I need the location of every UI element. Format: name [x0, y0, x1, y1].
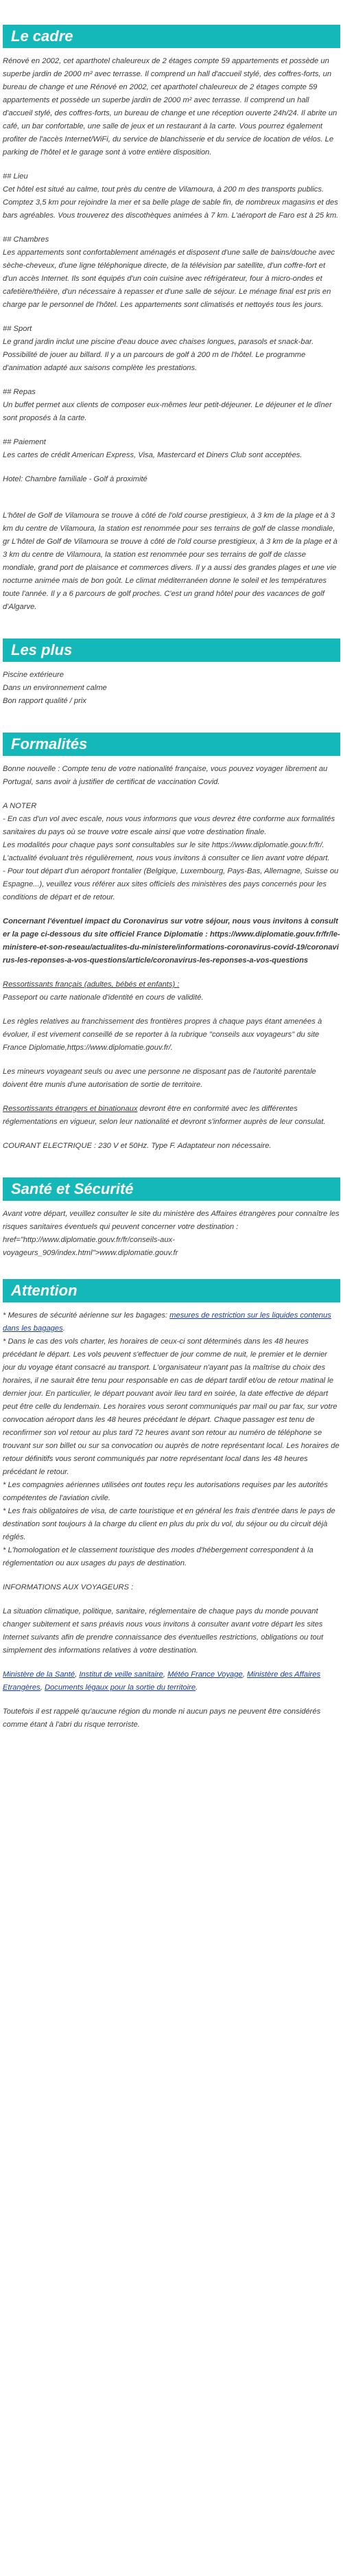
repas-text: Un buffet permet aux clients de composer eux-mêmes leur petit-déjeuner. Le déjeuner et le dîner sont proposés à la carte.: [3, 401, 332, 422]
bagages-prefix: * Mesures de sécurité aérienne sur les bagages:: [3, 1311, 170, 1320]
hotel-room-line: Hotel: Chambre familiale - Golf à proximité: [3, 475, 147, 483]
official-links: Ministère de la Santé, Institut de veille sanitaire, Météo France Voyage, Ministère des Affaires Etrangères, Documents légaux pour la sortie du territoire.: [3, 1670, 321, 1692]
mineurs-text: Les mineurs voyageant seuls ou avec une personne ne disposant pas de l'autorité parentale doivent être munis d'une autorisation de sortie de territoire.: [3, 1068, 316, 1089]
repas-heading: ## Repas: [3, 388, 36, 396]
chambres-heading: ## Chambres: [3, 235, 49, 244]
compagnies-text: * Les compagnies aériennes utilisées ont toutes reçu les autorisations requises par les autorités compétentes de l'aviation civile.: [3, 1481, 328, 1502]
paiement-heading: ## Paiement: [3, 438, 46, 446]
list-item: Bon rapport qualité / prix: [3, 697, 86, 705]
etrangers-heading: Ressortissants étrangers et binationaux: [3, 1105, 138, 1113]
frontieres-text: Les règles relatives au franchissement des frontières propres à chaque pays étant amenées à évoluer, il est vivement conseillé de se reporter à la rubrique "conseils aux voyageurs" du site France Diplomatie,https://www.diplomatie.gouv.fr/.: [3, 1017, 322, 1052]
frais-text: * Les frais obligatoires de visa, de carte touristique et en général les frais d'entrée dans le pays de destination sont toujours à la charge du client en plus du prix du vol, du séjour ou du circuit déjà réglés.: [3, 1507, 335, 1541]
section-sante: [3, 1177, 340, 1260]
ressortissants-heading: Ressortissants français (adultes, bébés et enfants) :: [3, 980, 180, 989]
formalites-intro: Bonne nouvelle : Compte tenu de votre nationalité française, vous pouvez voyager librement au Portugal, sans avoir à justifier de certificat de vaccination Covid.: [3, 765, 328, 786]
bagages-suffix: .: [62, 1324, 65, 1333]
lieu-text: Cet hôtel est situé au calme, tout près du centre de Vilamoura, à 200 m des transports publics. Comptez 3,5 km pour rejoindre la mer et sa belle plage de sable fin, de nombreux magasins et des bars agréables. Vous trouverez des discothèques animées à 7 km. L'aéroport de Faro est à 25 km.: [3, 185, 339, 220]
sport-heading: ## Sport: [3, 325, 32, 333]
list-item: Piscine extérieure: [3, 671, 64, 679]
link-affaires-etrangeres[interactable]: Ministère des Affaires Etrangères: [3, 1670, 321, 1692]
section-header-plus: Les plus: [3, 639, 340, 662]
situation-text: La situation climatique, politique, sanitaire, réglementaire de chaque pays du monde pouvant changer subitement et sans préavis nous vous invitons à consulter avant votre départ les sites Internet suivants afin de prendre connaissance des éventuelles restrictions, obligations ou tout simplement des informations relatives à votre destination.: [3, 1607, 324, 1655]
sante-text: Avant votre départ, veuillez consulter le site du ministère des Affaires étrangères pour connaître les risques sanitaires éventuels qui peuvent concerner votre destination : href="http://www.diplomatie.gouv.fr/fr/conseils-aux-voyageurs_909/index.html">www.diplomatie.gouv.fr: [3, 1210, 340, 1257]
section-attention: [3, 1279, 340, 1732]
sport-text: Le grand jardin inclut une piscine d'eau douce avec chaises longues, parasols et snack-bar. Possibilité de jouer au billard. Il y a un parcours de golf à 200 m de l'hôtel. Le programme d'animation adapté aux saisons complète les prestations.: [3, 338, 314, 372]
homologation-text: * L'homologation et le classement touristique des modes d'hébergement correspondent à la réglementation ou aux usages du pays de destination.: [3, 1546, 314, 1567]
section-header-formalites: Formalités: [3, 733, 340, 756]
golf-description: L'hôtel de Golf de Vilamoura se trouve à côté de l'old course prestigieux, à 3 km de la plage et à 3 km du centre de Vilamoura, la station est renommée pour ses terrains de golf de classe mondiale, gr L'hôtel de Golf de Vilamoura se trouve à côté de l'old course prestigieux, à 3 km de la plage et à 3 km du centre de Vilamoura, la station est renommée pour ses terrains de golf de classe mondiale, grand port de plaisance et commerces divers. Il y a aussi des grandes plages et une vie nocturne animée mais de bon goût. Le climat méditerranéen donne le soleil et les températures toute l'année. Il y a 6 parcours de golf proches. C'est un grand hôtel pour des vacances de golf d'Algarve.: [3, 511, 338, 611]
note-escale: - En cas d'un vol avec escale, nous vous informons que vous devrez être conforme aux formalités sanitaires du pays où se trouve votre escale ainsi que votre destination finale.: [3, 815, 335, 836]
info-voyageurs-heading: INFORMATIONS AUX VOYAGEURS :: [3, 1583, 134, 1591]
section-header-sante: Santé et Sécurité: [3, 1177, 340, 1201]
horaires-text: * Dans le cas des vols charter, les horaires de ceux-ci sont déterminés dans les 48 heures précédant le départ. Les vols peuvent s'effectuer de jour comme de nuit, le premier et le dernier jour du voyage étant consacré au transport. L'organisateur n'ayant pas la maîtrise du choix des horaires, il ne saurait être tenu pour responsable en cas de départ tardif et/ou de retour matinal le dernier jour. En particulier, le départ pouvant avoir lieu tard en soirée, la date effective de départ peut être celle du lendemain. Les horaires vous seront communiqués par mail ou par fax, sur votre convocation aéroport dans les 48 heures précédant le départ. Chaque passager est tenu de reconfirmer son vol retour au plus tard 72 heures avant son retour au numéro de téléphone se trouvant sur son billet ou sur sa convocation ou auprès de notre représentant local. Les horaires de retour définitifs vous seront communiqués par notre représentant local dans les 48 heures précédant le retour.: [3, 1337, 340, 1476]
terrorisme-text: Toutefois il est rappelé qu'aucune région du monde ni aucun pays ne peuvent être considérés comme étant à l'abri du risque terroriste.: [3, 1707, 321, 1729]
chambres-text: Les appartements sont confortablement aménagés et disposent d'une salle de bains/douche avec sèche-cheveux, d'une ligne téléphonique directe, de la télévision par satellite, d'un coffre-fort et d'un accès Internet. Ils sont équipés d'un coin cuisine avec réfrigérateur, four à micro-ondes et cafetière/théière, d'un nécessaire à repasser et d'une salle de séjour. Le ménage final est pris en charge par le personnel de l'hôtel. Les appartements sont climatisés et nettoyés tous les jours.: [3, 249, 335, 309]
coronavirus-notice: Concernant l'éventuel impact du Coronavirus sur votre séjour, nous vous invitons à consulter la page ci-dessous du site officiel France Diplomatie : https://www.diplomatie.gouv.fr/fr/le-ministere-et-son-reseau/actualites-du-ministere/informations-coronavirus-covid-19/coronavirus-les-reponses-a-vos-questions/article/coronavirus-les-reponses-a-vos-questions: [3, 917, 340, 965]
note-heading: A NOTER: [3, 802, 37, 810]
note-frontalier: - Pour tout départ d'un aéroport frontalier (Belgique, Luxembourg, Pays-Bas, Allemagne, Suisse ou Espagne...), veuillez vous référer aux sites officiels des ministères des pays concernés pour les conditions de départ et de retour.: [3, 867, 339, 901]
section-header-attention: Attention: [3, 1279, 340, 1302]
section-header-cadre: Le cadre: [3, 25, 340, 48]
note-modalites: Les modalités pour chaque pays sont consultables sur le site https://www.diplomatie.gouv.fr/fr/. L'actualité évoluant très régulièrement, nous vous invitons à consulter ce lien avant votre départ.: [3, 841, 330, 862]
link-ministere-sante[interactable]: Ministère de la Santé: [3, 1670, 75, 1679]
link-documents-legaux[interactable]: Documents légaux pour la sortie du territoire: [44, 1683, 196, 1692]
lieu-heading: ## Lieu: [3, 172, 28, 181]
paiement-text: Les cartes de crédit American Express, Visa, Mastercard et Diners Club sont acceptées.: [3, 451, 303, 459]
link-meteo-france[interactable]: Météo France Voyage: [167, 1670, 243, 1679]
courant-text: COURANT ELECTRIQUE : 230 V et 50Hz. Type F. Adaptateur non nécessaire.: [3, 1142, 272, 1150]
ressortissants-text: Passeport ou carte nationale d'identité en cours de validité.: [3, 993, 204, 1002]
list-item: Dans un environnement calme: [3, 684, 107, 692]
plus-list: [3, 669, 340, 708]
link-veille-sanitaire[interactable]: Institut de veille sanitaire: [79, 1670, 163, 1679]
section-plus: [3, 639, 340, 708]
section-cadre: [3, 25, 340, 614]
etrangers-text: [3, 1103, 340, 1129]
bagages-line: [3, 1309, 340, 1335]
cadre-intro: Rénové en 2002, cet aparthotel chaleureux de 2 étages compte 59 appartements et possède un superbe jardin de 2000 m² avec terrasse. Il comprend un hall d'accueil stylé, des coffres-forts, un bureau de change et une Rénové en 2002, cet aparthotel chaleureux de 2 étages compte 59 appartements et possède un superbe jardin de 2000 m² avec terrasse. Il comprend un hall d'accueil stylé, des coffres-forts, un bureau de change et une réception ouverte 24h/24. Il abrite un café, un bar confortable, une salle de jeux et un restaurant à la carte. Vous pourrez également profiter de l'accès Internet/WiFi, du service de blanchisserie et du service de location de vélos. Le parking de l'hôtel et le garage sont à votre entière disposition.: [3, 57, 338, 157]
section-formalites: [3, 733, 340, 1153]
etrangers-body: devront être en conformité avec les différentes réglementations en vigueur, selon leur nationalité et devront s'informer auprès de leur consulat.: [3, 1105, 326, 1126]
bagages-link[interactable]: mesures de restriction sur les liquides contenus dans les bagages: [3, 1311, 331, 1333]
